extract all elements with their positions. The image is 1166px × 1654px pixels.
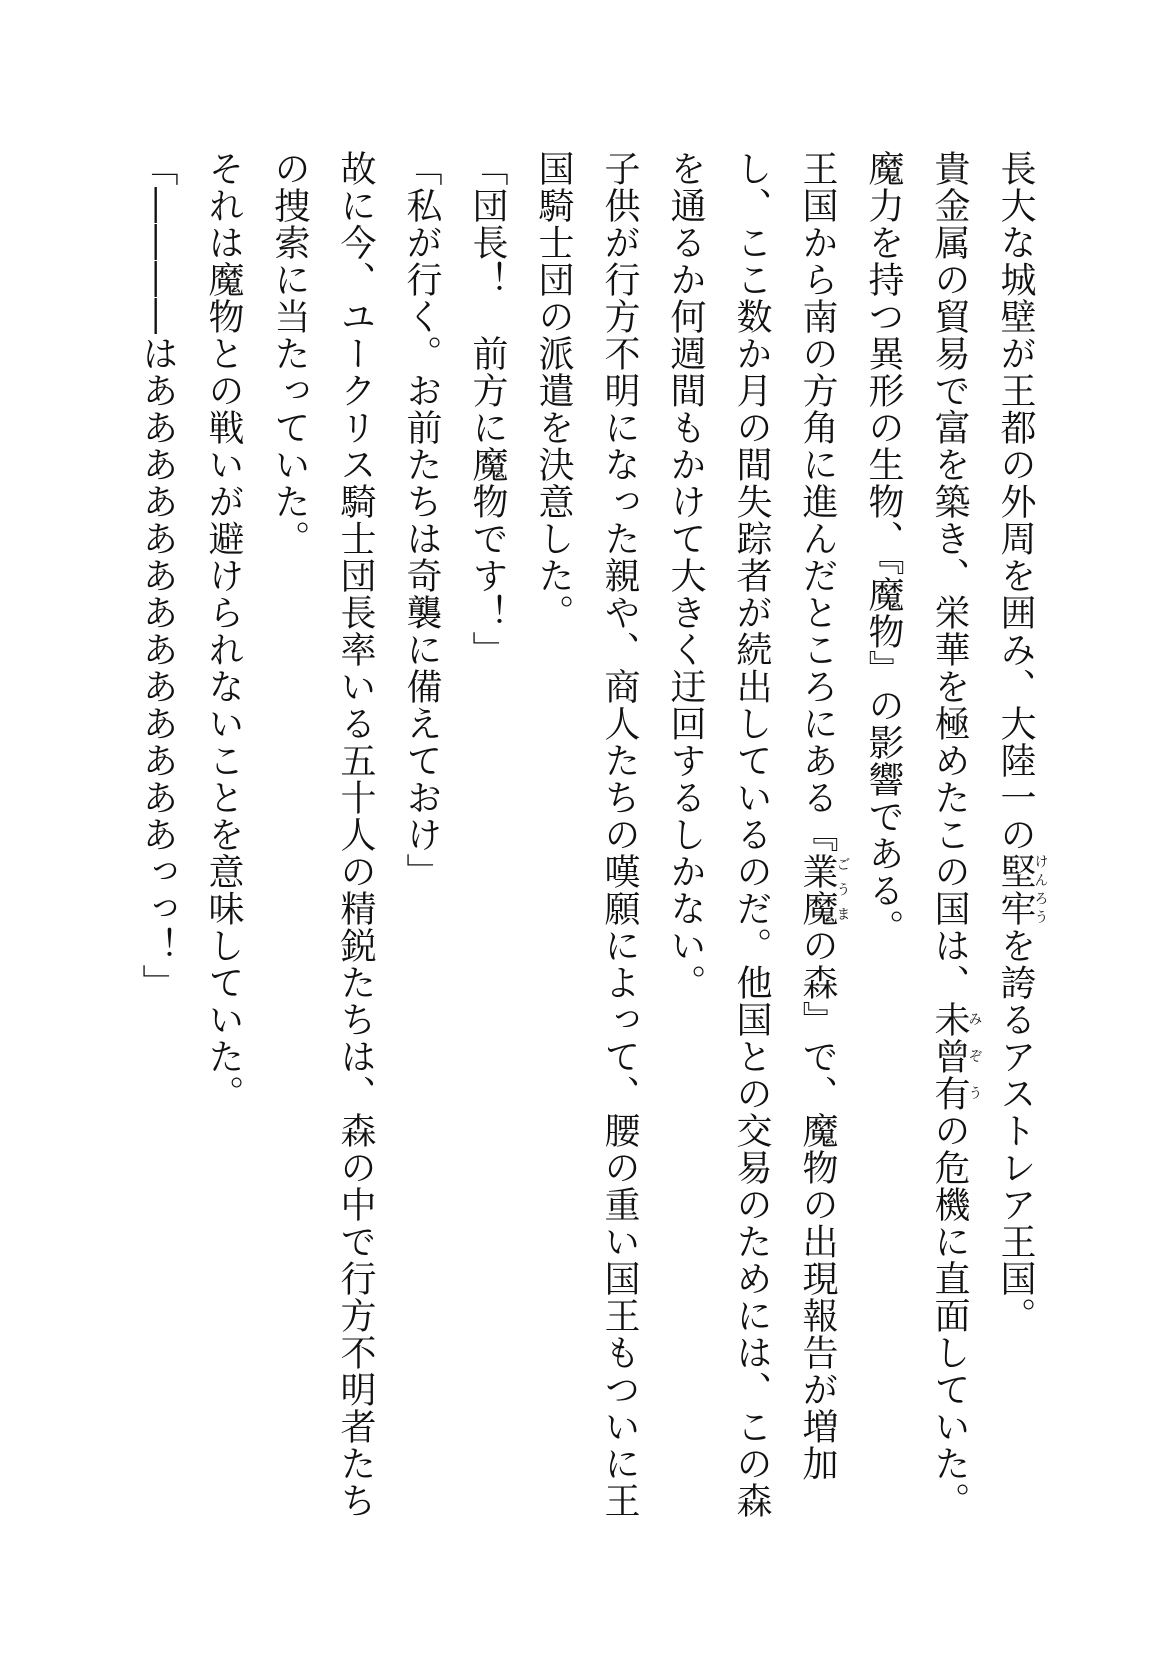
paragraph bbox=[850, 150, 916, 1530]
text-run: 故に今、ユークリス騎士団長率いる五十人の精鋭たちは、森の中で行方不明者たちの捜索に当たっていた。 bbox=[269, 150, 376, 1519]
paragraph bbox=[256, 150, 388, 1530]
text-run: 貴金属の貿易で富を築き、栄華を極めたこの国は、 bbox=[929, 150, 970, 1001]
text-run: を誇るアストレア王国。 bbox=[995, 927, 1036, 1334]
text-run: の危機に直面していた。 bbox=[929, 1112, 970, 1519]
ruby-base: 業魔 bbox=[797, 853, 838, 927]
ruby-reading: ごうま bbox=[834, 853, 851, 927]
paragraph bbox=[520, 150, 652, 1530]
text-run: それは魔物との戦いが避けられないことを意味していた。 bbox=[203, 150, 244, 1112]
ruby-annotation bbox=[995, 853, 1049, 927]
paragraph bbox=[454, 150, 520, 1530]
ruby-annotation bbox=[929, 1001, 983, 1112]
paragraph bbox=[124, 150, 190, 1530]
text-run: 魔力を持つ異形の生物、『魔物』の影響である。 bbox=[863, 150, 904, 946]
paragraph bbox=[916, 150, 982, 1530]
text-run: 「――――はあああああああああああああっっ！」 bbox=[137, 150, 178, 1001]
paragraph bbox=[652, 150, 850, 1530]
vertical-text-block bbox=[124, 150, 1048, 1530]
ruby-base: 未曾有 bbox=[929, 1001, 970, 1112]
ruby-annotation bbox=[797, 853, 851, 927]
ruby-reading: けんろう bbox=[1032, 853, 1049, 927]
text-run: 「団長！ 前方に魔物です！」 bbox=[467, 150, 508, 668]
text-run: の森』で、魔物の出現報告が増加し、ここ数か月の間失踪者が続出しているのだ。他国との交易のためには、この森を通るか何週間もかけて大きく迂回するしかない。 bbox=[665, 150, 838, 1519]
text-run: 王国から南の方角に進んだところにある『 bbox=[797, 150, 838, 853]
ruby-base: 堅牢 bbox=[995, 853, 1036, 927]
text-run: 子供が行方不明になった親や、商人たちの嘆願によって、腰の重い国王もついに王国騎士団の派遣を決意した。 bbox=[533, 150, 640, 1519]
paragraph bbox=[190, 150, 256, 1530]
text-run: 長大な城壁が王都の外周を囲み、大陸一の bbox=[995, 150, 1036, 853]
text-run: 「私が行く。お前たちは奇襲に備えておけ」 bbox=[401, 150, 442, 890]
paragraph bbox=[388, 150, 454, 1530]
paragraph bbox=[982, 150, 1048, 1530]
ruby-reading: みぞう bbox=[966, 1001, 983, 1112]
